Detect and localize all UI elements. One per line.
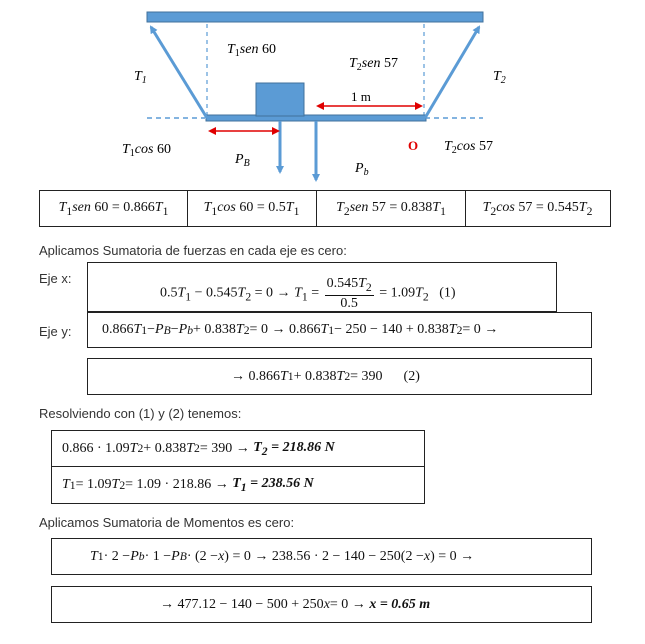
force-diagram bbox=[0, 0, 645, 185]
eje-y-label: Eje y: bbox=[39, 324, 72, 339]
eje-x-label: Eje x: bbox=[39, 271, 72, 286]
moment-eq1-box bbox=[51, 538, 592, 575]
solution-t1: T 1 = 1.09 T 2 = 1.09 · 218.86 → $T_1 = 238.56$ N bbox=[62, 476, 314, 494]
t1-cos-label: $T_1\cos$ 60 bbox=[122, 142, 171, 159]
equation-y1: 0.866 T 1 − P B − P b + 0.838 T 2 = 0 → 0.866 T 1 − 250 − 140 + 0.838 T 2 = 0 → bbox=[102, 322, 499, 337]
t2-cos-label: $T_2\cos$ 57 bbox=[444, 139, 493, 156]
moment-eq1: T 1 · 2 − P b · 1 − P B · (2 − x ) = 0 → 238.56 · 2 − 140 − 250(2 − x ) = 0 → bbox=[90, 548, 475, 564]
intro-moments-text: Aplicamos Sumatoria de Momentos es cero: bbox=[39, 515, 295, 530]
ceiling-beam bbox=[147, 12, 483, 22]
pb-upper-label: $P_B$ bbox=[235, 152, 250, 169]
component-cell-3: $T_2sen$ $57 = 0.838T_1$ bbox=[317, 191, 466, 226]
block bbox=[256, 83, 304, 116]
solving-text: Resolviendo con (1) y (2) tenemos: bbox=[39, 406, 242, 421]
bar bbox=[206, 115, 426, 121]
component-cell-4: $T_2\cos$ $57 = 0.545T_2$ bbox=[482, 199, 593, 218]
pb-lower-label: $P_b$ bbox=[355, 161, 369, 178]
solution-box bbox=[51, 430, 425, 504]
t2-label: $T_2$ bbox=[493, 69, 506, 86]
equation-x: $0.5T_1 - 0.545T_2 = 0 \to T_1$ = $\frac{0.545T_2}{0.5}$ = $1.09T_2$ (1) bbox=[160, 276, 456, 311]
equation-x-box bbox=[87, 262, 557, 312]
component-cell-2: $T_1\cos$ $60 = 0.5T_1$ bbox=[187, 191, 317, 226]
moment-eq2-box bbox=[51, 586, 592, 623]
distance-label: 1 m bbox=[351, 89, 371, 104]
intro-forces-text: Aplicamos Sumatoria de fuerzas en cada eje es cero: bbox=[39, 243, 347, 258]
t2-arrow bbox=[425, 27, 479, 118]
equation-y2: → 0.866 T 1 + 0.838 T 2 = 390 (2) bbox=[231, 368, 420, 384]
t1-arrow bbox=[151, 27, 207, 118]
components-table bbox=[39, 190, 611, 227]
equation-y1-box bbox=[87, 312, 592, 348]
solution-t2: 0.866 · 1.09 T 2 + 0.838 T 2 = 390 → $T_2 = 218.86$ N bbox=[52, 431, 424, 467]
t1-label: $T_1$ bbox=[134, 69, 147, 86]
origin-label: O bbox=[408, 138, 419, 153]
equation-y2-box bbox=[87, 358, 592, 395]
component-cell-1: $T_1sen$ $60 = 0.866T_1$ bbox=[40, 191, 188, 226]
t1-sen-label: $T_1sen$ 60 bbox=[227, 42, 276, 59]
moment-eq2: → 477.12 − 140 − 500 + 250 x = 0 → x = 0.65 m bbox=[160, 596, 431, 612]
t2-sen-label: $T_2sen$ 57 bbox=[349, 56, 398, 73]
